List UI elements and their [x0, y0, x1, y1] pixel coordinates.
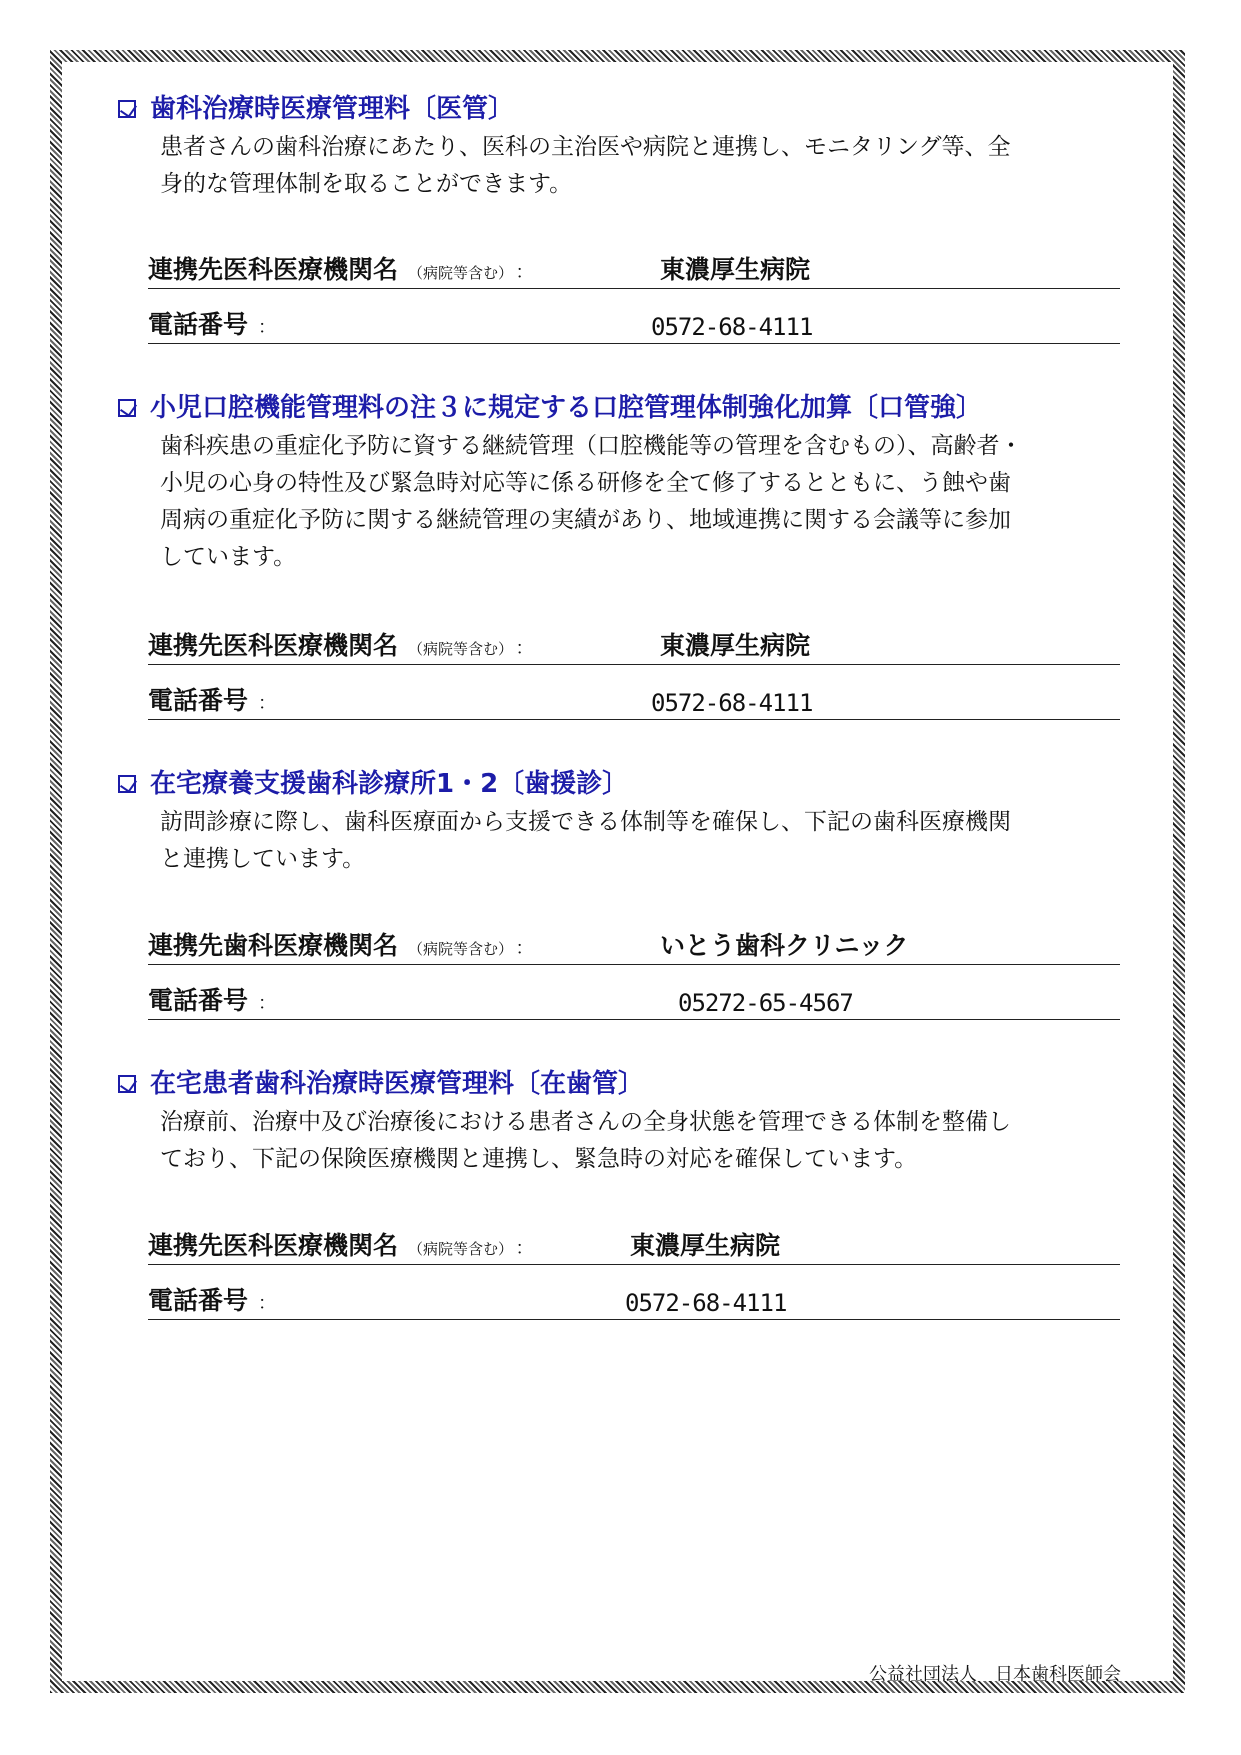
partner-row	[148, 248, 1120, 289]
section-title	[118, 391, 1118, 425]
section-zaishikan	[118, 1067, 1118, 1178]
phone-number: 0572-68-4111	[625, 1289, 787, 1317]
phone-row	[148, 679, 1120, 720]
section-shienshin	[118, 767, 1118, 878]
section-title-text: 在宅患者歯科治療時医療管理料〔在歯管〕	[150, 1069, 645, 1099]
section-ikan	[118, 92, 1118, 203]
section-title	[118, 767, 1118, 801]
section-title	[118, 92, 1118, 126]
partner-label: 連携先医科医療機関名 （病院等含む） ：	[148, 631, 534, 660]
footer-org: 公益社団法人 日本歯科医師会	[869, 1664, 1121, 1685]
checkbox-icon	[118, 1075, 136, 1093]
partner-row	[148, 624, 1120, 665]
partner-label: 連携先医科医療機関名 （病院等含む） ：	[148, 1231, 534, 1260]
section-title-text: 在宅療養支援歯科診療所1・2〔歯援診〕	[150, 769, 629, 799]
section-description: 患者さんの歯科治療にあたり、医科の主治医や病院と連携し、モニタリング等、全 身的な管理体制を取ることができます。	[160, 134, 1011, 197]
partner-name: 東濃厚生病院	[660, 631, 811, 660]
phone-number: 05272-65-4567	[678, 989, 853, 1017]
partner-name: 東濃厚生病院	[630, 1231, 781, 1260]
section-description: 治療前、治療中及び治療後における患者さんの全身状態を管理できる体制を整備し ており、下記の保険医療機関と連携し、緊急時の対応を確保しています。	[160, 1109, 1011, 1172]
phone-label: 電話番号 ：	[148, 310, 277, 339]
phone-number: 0572-68-4111	[651, 313, 813, 341]
partner-name: 東濃厚生病院	[660, 255, 811, 284]
phone-number: 0572-68-4111	[651, 689, 813, 717]
section-title-text: 歯科治療時医療管理料〔医管〕	[150, 94, 515, 124]
phone-row	[148, 979, 1120, 1020]
partner-label: 連携先歯科医療機関名 （病院等含む） ：	[148, 931, 534, 960]
checkbox-icon	[118, 775, 136, 793]
phone-label: 電話番号 ：	[148, 986, 277, 1015]
section-title-text: 小児口腔機能管理料の注３に規定する口腔管理体制強化加算〔口管強〕	[150, 393, 983, 423]
checkbox-icon	[118, 100, 136, 118]
partner-label: 連携先医科医療機関名 （病院等含む） ：	[148, 255, 534, 284]
partner-row	[148, 1224, 1120, 1265]
phone-row	[148, 303, 1120, 344]
partner-name: いとう歯科クリニック	[660, 931, 909, 960]
phone-label: 電話番号 ：	[148, 686, 277, 715]
phone-label: 電話番号 ：	[148, 1286, 277, 1315]
checkbox-icon	[118, 399, 136, 417]
section-title	[118, 1067, 1118, 1101]
partner-row	[148, 924, 1120, 965]
section-description: 歯科疾患の重症化予防に資する継続管理（口腔機能等の管理を含むもの）、高齢者・ 小児の心身の特性及び緊急時対応等に係る研修を全て修了するとともに、う蝕や歯 周病の重症化予防に関する継続管理の実績があり、地域連携に関する会議等に参加 しています。	[160, 433, 1023, 570]
section-kokankyo	[118, 391, 1118, 576]
phone-row	[148, 1279, 1120, 1320]
section-description: 訪問診療に際し、歯科医療面から支援できる体制等を確保し、下記の歯科医療機関 と連携しています。	[160, 809, 1011, 872]
